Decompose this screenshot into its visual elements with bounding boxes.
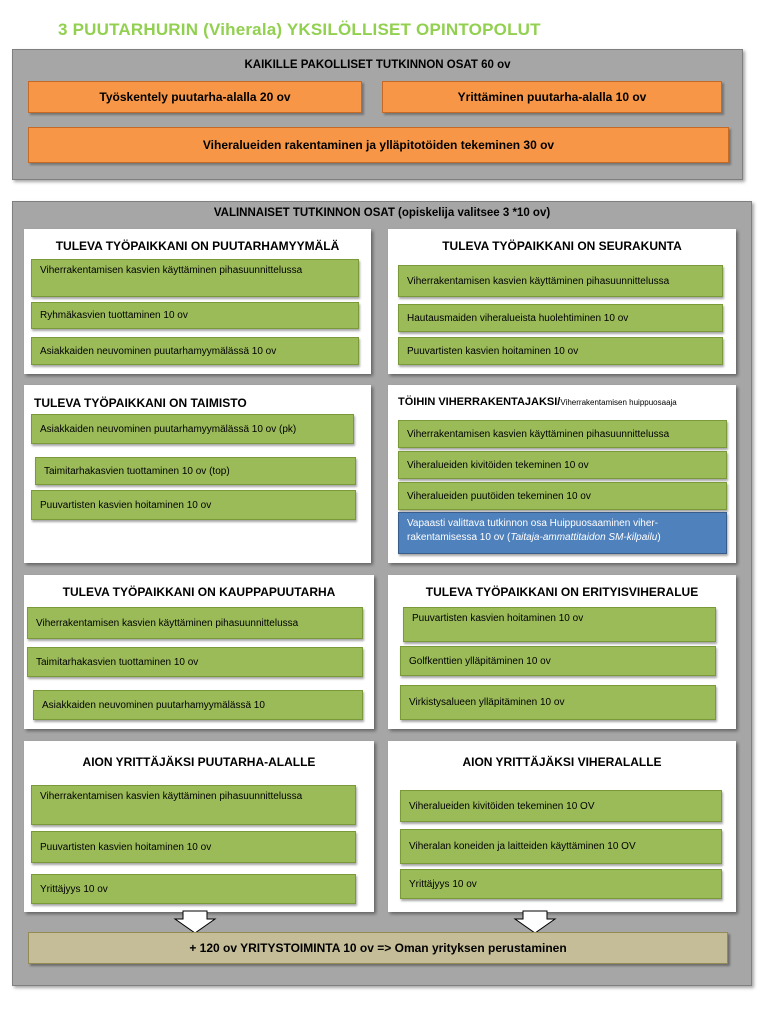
landscaper-item-3: Viheralueiden puutöiden tekeminen 10 ov bbox=[398, 482, 727, 510]
landscaper-item-1: Viherrakentamisen kasvien käyttäminen pihasuunnittelussa bbox=[398, 420, 727, 448]
panel-landscaper-title-small: Viherrakentamisen huippuosaaja bbox=[560, 398, 677, 407]
green-entrepreneur-item-1: Viheralueiden kivitöiden tekeminen 10 OV bbox=[400, 790, 722, 822]
landscaper-item-2: Viheralueiden kivitöiden tekeminen 10 ov bbox=[398, 451, 727, 479]
top-skills-line-1: Vapaasti valittava tutkinnon osa Huippuosaaminen viher- bbox=[407, 518, 659, 529]
panel-landscaper-title bbox=[398, 396, 677, 408]
top-skills-line-2-text: rakentamisessa 10 ov ( bbox=[407, 532, 511, 543]
down-arrow-right-icon bbox=[513, 910, 557, 934]
parish-item-2: Hautausmaiden viheralueista huolehtiminen 10 ov bbox=[398, 304, 723, 332]
panel-parish-title: TULEVA TYÖPAIKKANI ON SEURAKUNTA bbox=[442, 239, 682, 253]
panel-garden-shop-title: TULEVA TYÖPAIKKANI ON PUUTARHAMYYMÄLÄ bbox=[55, 239, 340, 253]
mandatory-item-entrepreneurship: Yrittäminen puutarha-alalla 10 ov bbox=[382, 81, 722, 113]
parish-item-3: Puuvartisten kasvien hoitaminen 10 ov bbox=[398, 337, 723, 365]
page-title: 3 PUUTARHURIN (Viherala) YKSILÖLLISET OPINTOPOLUT bbox=[58, 20, 541, 39]
panel-green-entrepreneur-title: AION YRITTÄJÄKSI VIHERALALLE bbox=[462, 755, 662, 769]
panel-market-garden-title: TULEVA TYÖPAIKKANI ON KAUPPAPUUTARHA bbox=[62, 585, 336, 599]
landscaper-top-skills-item bbox=[398, 512, 727, 554]
market-garden-item-2: Taimitarhakasvien tuottaminen 10 ov bbox=[27, 647, 363, 677]
green-entrepreneur-item-3: Yrittäjyys 10 ov bbox=[400, 869, 722, 899]
garden-entrepreneur-item-2: Puuvartisten kasvien hoitaminen 10 ov bbox=[31, 831, 356, 863]
down-arrow-left-icon bbox=[173, 910, 217, 934]
nursery-item-1: Asiakkaiden neuvominen puutarhamyymälässä 10 ov (pk) bbox=[31, 414, 354, 444]
nursery-item-3: Puuvartisten kasvien hoitaminen 10 ov bbox=[31, 490, 356, 520]
garden-entrepreneur-item-1: Viherrakentamisen kasvien käyttäminen pihasuunnittelussa bbox=[31, 785, 356, 825]
optional-header: VALINNAISET TUTKINNON OSAT (opiskelija valitsee 3 *10 ov) bbox=[213, 207, 551, 219]
top-skills-line-2-end: ) bbox=[657, 532, 661, 543]
market-garden-item-1: Viherrakentamisen kasvien käyttäminen pihasuunnittelussa bbox=[27, 607, 363, 639]
mandatory-header: KAIKILLE PAKOLLISET TUTKINNON OSAT 60 ov bbox=[244, 59, 511, 71]
nursery-item-2: Taimitarhakasvien tuottaminen 10 ov (top) bbox=[35, 457, 356, 485]
parish-item-1: Viherrakentamisen kasvien käyttäminen pihasuunnittelussa bbox=[398, 265, 723, 297]
special-green-area-item-3: Virkistysalueen ylläpitäminen 10 ov bbox=[400, 685, 716, 720]
special-green-area-item-2: Golfkenttien ylläpitäminen 10 ov bbox=[400, 646, 716, 676]
mandatory-item-work: Työskentely puutarha-alalla 20 ov bbox=[28, 81, 362, 113]
panel-landscaper-title-main: TÖIHIN VIHERRAKENTAJAKSI/ bbox=[398, 396, 561, 408]
market-garden-item-3: Asiakkaiden neuvominen puutarhamyymälässä 10 bbox=[33, 690, 363, 720]
panel-special-green-area-title: TULEVA TYÖPAIKKANI ON ERITYISVIHERALUE bbox=[425, 585, 699, 599]
business-footer: + 120 ov YRITYSTOIMINTA 10 ov => Oman yrityksen perustaminen bbox=[28, 932, 728, 964]
garden-shop-item-1: Viherrakentamisen kasvien käyttäminen pihasuunnittelussa bbox=[31, 259, 359, 297]
green-entrepreneur-item-2: Viheralan koneiden ja laitteiden käyttäminen 10 OV bbox=[400, 829, 722, 864]
panel-garden-entrepreneur-title: AION YRITTÄJÄKSI PUUTARHA-ALALLE bbox=[82, 755, 316, 769]
garden-entrepreneur-item-3: Yrittäjyys 10 ov bbox=[31, 874, 356, 904]
garden-shop-item-3: Asiakkaiden neuvominen puutarhamyymälässä 10 ov bbox=[31, 337, 359, 365]
garden-shop-item-2: Ryhmäkasvien tuottaminen 10 ov bbox=[31, 302, 359, 329]
mandatory-item-green-areas: Viheralueiden rakentaminen ja ylläpitotöiden tekeminen 30 ov bbox=[28, 127, 729, 163]
panel-nursery-title: TULEVA TYÖPAIKKANI ON TAIMISTO bbox=[34, 396, 247, 410]
special-green-area-item-1: Puuvartisten kasvien hoitaminen 10 ov bbox=[403, 607, 716, 642]
top-skills-line-2 bbox=[407, 531, 718, 545]
top-skills-competition: Taitaja-ammattitaidon SM-kilpailu bbox=[510, 532, 658, 543]
